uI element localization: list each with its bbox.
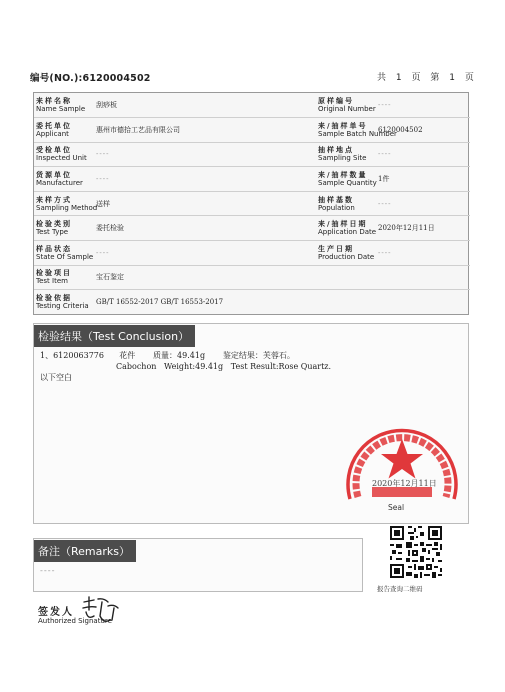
- inspected-unit-value: ----: [94, 142, 316, 167]
- table-row: [34, 290, 470, 315]
- manufacturer-value: ----: [94, 167, 316, 192]
- signer-label-en: Authorized Signature: [38, 617, 112, 625]
- field-label: 检验类别 Test Type: [34, 216, 94, 241]
- page-unit: 页: [411, 73, 421, 83]
- population-value: ----: [376, 191, 470, 216]
- page-number: 1: [449, 73, 456, 83]
- page-info: [377, 70, 481, 83]
- sample-quantity-value: 1件: [376, 167, 470, 192]
- conclusion-line-2: Cabochon Weight:49.41g Test Result:Rose Quartz.: [116, 362, 332, 371]
- signer-label: 签发人: [38, 607, 74, 618]
- remarks-title: 备注（Remarks）: [34, 540, 136, 562]
- table-row: [34, 142, 470, 167]
- table-row: [34, 191, 470, 216]
- field-label: 原样编号 Original Number: [316, 93, 376, 118]
- page-label: 第: [430, 73, 440, 83]
- sample-batch-value: 6120004502: [376, 118, 470, 143]
- field-label: 抽样基数 Population: [316, 191, 376, 216]
- table-row: [34, 241, 470, 266]
- field-label: 来/抽样数量 Sample Quantity: [316, 167, 376, 192]
- state-of-sample-value: ----: [94, 241, 316, 266]
- field-label: 生产日期 Production Date: [316, 241, 376, 266]
- table-row: [34, 93, 470, 118]
- sample-info-table: [33, 92, 469, 315]
- report-number: 编号(NO.):6120004502: [30, 73, 151, 84]
- field-label: 来样名称 Name Sample: [34, 93, 94, 118]
- table-row: [34, 216, 470, 241]
- application-date-value: 2020年12月11日: [376, 216, 470, 241]
- field-label: 货源单位 Manufacturer: [34, 167, 94, 192]
- field-label: 来/抽样日期 Application Date: [316, 216, 376, 241]
- test-item-value: 宝石鉴定: [94, 265, 470, 290]
- test-criteria-value: GB/T 16552-2017 GB/T 16553-2017: [96, 298, 224, 307]
- conclusion-title: 检验结果（Test Conclusion）: [34, 325, 195, 347]
- field-label: 来/抽样单号 Sample Batch Number: [316, 118, 376, 143]
- total-pages: 1: [395, 73, 402, 83]
- production-date-value: ----: [376, 241, 470, 266]
- original-number-value: ----: [376, 93, 470, 118]
- test-type-value: 委托检验: [94, 216, 316, 241]
- table-row: [34, 167, 470, 192]
- signature-icon: [78, 594, 126, 628]
- sampling-site-value: ----: [376, 142, 470, 167]
- field-label: 委托单位 Applicant: [34, 118, 94, 143]
- qr-caption: 报告查询二维码: [377, 585, 423, 593]
- seal-label: Seal: [388, 503, 405, 512]
- conclusion-line-3: 以下空白: [40, 373, 72, 382]
- table-row: [34, 118, 470, 143]
- field-label: 来样方式 Sampling Method: [34, 191, 94, 216]
- sampling-method-value: 送样: [94, 191, 316, 216]
- conclusion-line-1: 1、6120063776 花件 质量：49.41g 鉴定结果：芙蓉石。: [40, 351, 295, 360]
- seal-date: 2020年12月11日: [372, 479, 437, 488]
- field-label: 受检单位 Inspected Unit: [34, 142, 94, 167]
- table-row: [34, 265, 470, 290]
- qr-code-icon[interactable]: [388, 524, 444, 580]
- official-seal-icon: [342, 413, 462, 511]
- field-label: 检验项目 Test Item: [34, 265, 94, 290]
- sample-name-value: 刮痧板: [94, 93, 316, 118]
- remarks-value: ----: [40, 566, 56, 575]
- field-label: 检验依据 Testing Criteria: [36, 294, 89, 311]
- applicant-value: 惠州市德拾工艺品有限公司: [94, 118, 316, 143]
- field-label: 样品状态 State Of Sample: [34, 241, 94, 266]
- field-label: 抽样地点 Sampling Site: [316, 142, 376, 167]
- page-unit-2: 页: [464, 73, 474, 83]
- total-label: 共: [377, 73, 387, 83]
